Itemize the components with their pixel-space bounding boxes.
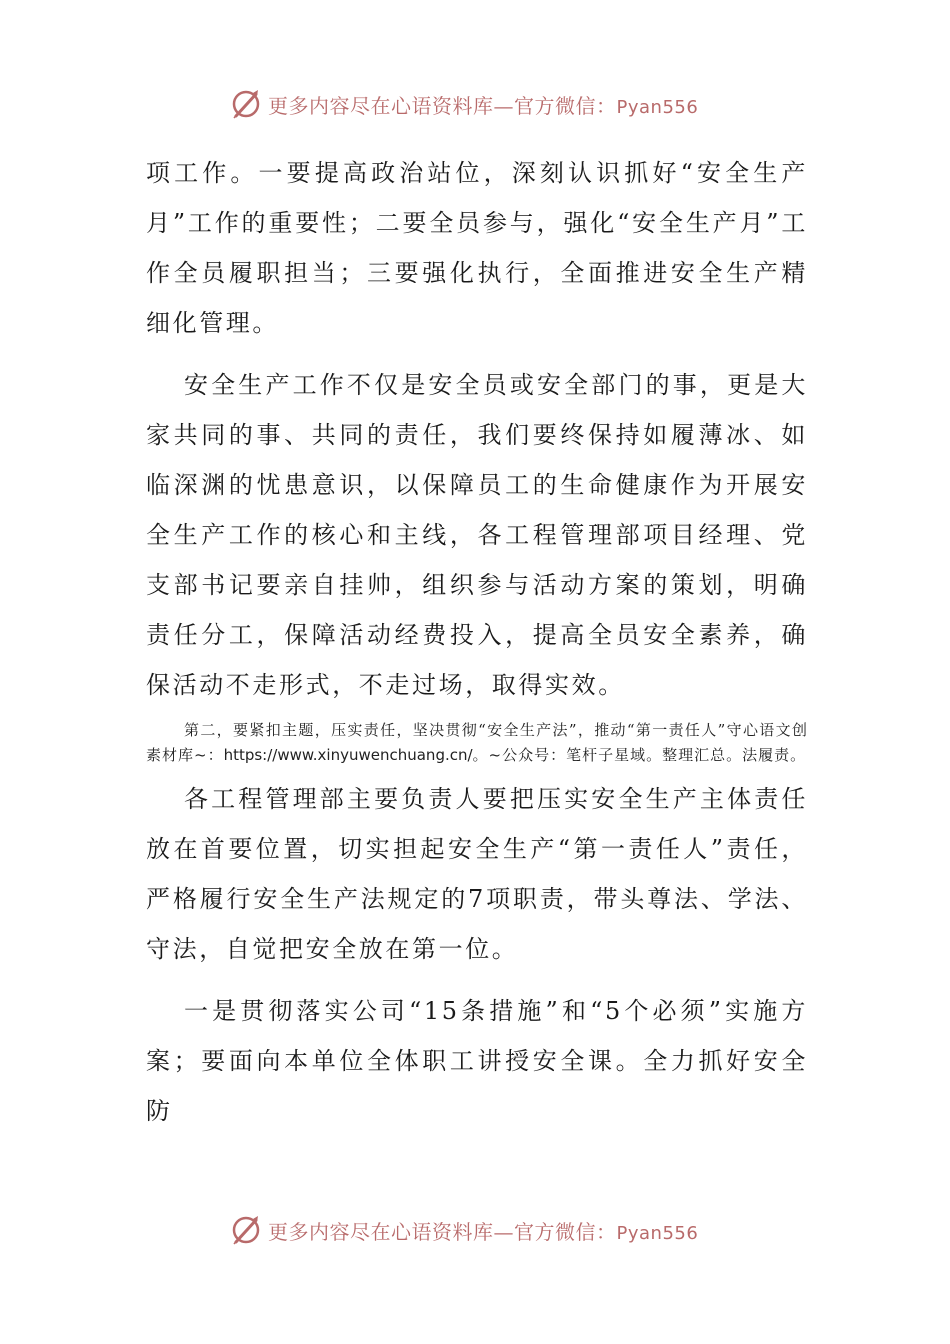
pen-circle-logo-icon <box>228 1212 264 1248</box>
paragraph-2: 安全生产工作不仅是安全员或安全部门的事，更是大家共同的事、共同的责任，我们要终保持如履薄冰、如临深渊的忧患意识，以保障员工的生命健康作为开展安全生产工作的核心和主线，各工程管理部项目经理、党支部书记要亲自挂帅，组织参与活动方案的策划，明确责任分工，保障活动经费投入，提高全员安全素养，确保活动不走形式，不走过场，取得实效。 <box>146 371 808 699</box>
paragraph-3: 各工程管理部主要负责人要把压实安全生产主体责任放在首要位置，切实担起安全生产“第一责任人”责任，严格履行安全生产法规定的7项职责，带头尊法、学法、守法，自觉把安全放在第一位。 <box>146 785 808 963</box>
footer-banner-id: Pyan556 <box>616 1222 699 1244</box>
small-text-b: 。~公众号：笔杆子星域。整理汇总。法履责。 <box>472 746 807 764</box>
header-banner-id: Pyan556 <box>616 96 699 118</box>
header-banner-cn: 更多内容尽在心语资料库—官方微信： <box>268 93 617 118</box>
document-body <box>146 148 808 1136</box>
header-banner <box>228 84 728 124</box>
source-url: https://www.xinyuwenchuang.cn/ <box>223 746 473 764</box>
footer-banner-text <box>268 1216 698 1245</box>
footer-banner <box>228 1210 728 1250</box>
paragraph-1: 项工作。一要提高政治站位，深刻认识抓好“安全生产月”工作的重要性；二要全员参与，强化“安全生产月”工作全员履职担当；三要强化执行，全面推进安全生产精细化管理。 <box>146 159 808 337</box>
pen-circle-logo-icon <box>228 86 264 122</box>
small-paragraph <box>146 718 808 768</box>
small-text-a: 第二，要紧扣主题，压实责任，坚决贯彻“安全生产法”，推动“第一责任人”守心语文创素材库~： <box>146 721 808 764</box>
footer-banner-cn: 更多内容尽在心语资料库—官方微信： <box>268 1219 617 1244</box>
paragraph-4: 一是贯彻落实公司“15条措施”和“5个必须”实施方案；要面向本单位全体职工讲授安全课。全力抓好安全防 <box>146 997 808 1125</box>
header-banner-text <box>268 90 698 119</box>
